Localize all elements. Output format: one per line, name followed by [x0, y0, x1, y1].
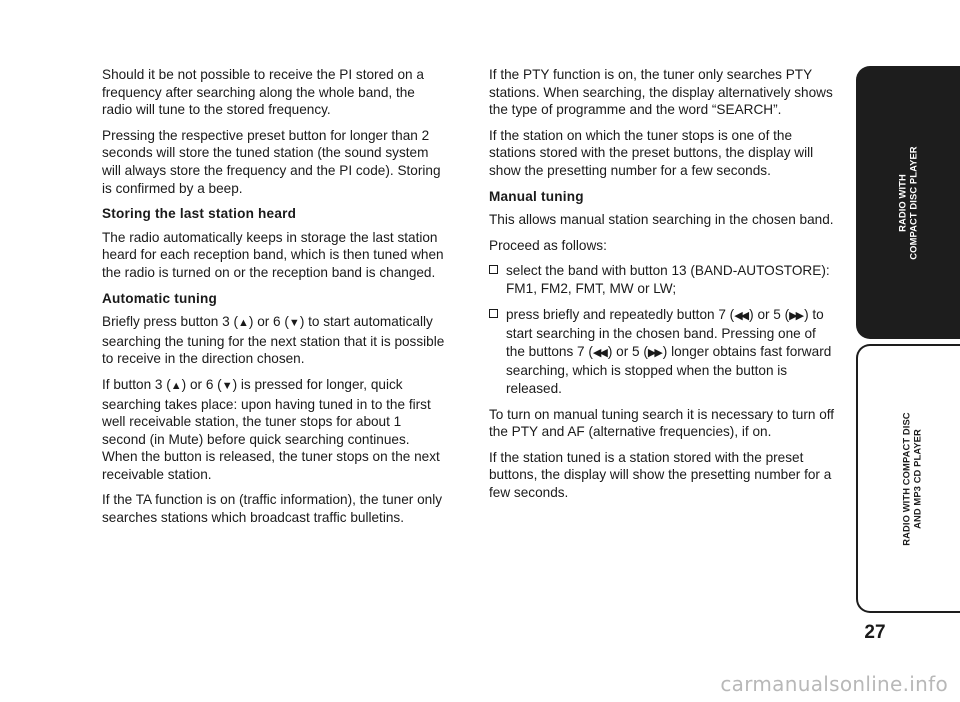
- rewind-icon: ◀◀: [592, 346, 606, 359]
- paragraph: [102, 313, 447, 368]
- watermark: carmanualsonline.info: [720, 672, 948, 696]
- section-heading: Manual tuning: [489, 188, 584, 204]
- text-run: press briefly and repeatedly button 7 (: [506, 306, 735, 322]
- left-column: [102, 66, 447, 535]
- section-heading: Automatic tuning: [102, 290, 217, 306]
- paragraph: [102, 376, 447, 484]
- checkbox-bullet-icon: [489, 265, 498, 274]
- list-item: [489, 262, 837, 297]
- paragraph: If the station tuned is a station stored with the preset buttons, the display will show the presetting number for a few seconds.: [489, 449, 832, 500]
- checkbox-bullet-icon: [489, 309, 498, 318]
- tab-label: [897, 146, 918, 259]
- up-arrow-icon: ▲: [170, 379, 182, 392]
- paragraph: If the TA function is on (traffic information), the tuner only searches stations which broadcast traffic bulletins.: [102, 492, 443, 526]
- section-tab-radio-cd-mp3: [856, 344, 960, 613]
- text-run: ) or 6 (: [248, 314, 289, 330]
- list-item: [489, 306, 837, 398]
- text-run: ) to start automatically searching the tuning for the next station that it is possible to receive in the direction chosen.: [102, 314, 445, 367]
- tab-label-line: RADIO WITH: [896, 173, 908, 232]
- tab-label-line: COMPACT DISC PLAYER: [907, 145, 918, 260]
- tab-label: [901, 412, 922, 545]
- text-run: ) or 5 (: [749, 306, 790, 322]
- paragraph: To turn on manual tuning search it is necessary to turn off the PTY and AF (alternative frequencies), if on.: [489, 406, 835, 440]
- text-run: ) longer obtains fast forward searching, which is stopped when the button is released.: [506, 343, 832, 396]
- section-heading: Storing the last station heard: [102, 206, 297, 222]
- down-arrow-icon: ▼: [288, 317, 300, 330]
- text-run: ) to start searching in the chosen band. Pressing one of the buttons 7 (: [506, 306, 824, 359]
- down-arrow-icon: ▼: [221, 379, 233, 392]
- right-column: [489, 66, 837, 509]
- text-run: ) or 6 (: [181, 376, 222, 392]
- paragraph: Should it be not possible to receive the PI stored on a frequency after searching along the whole band, the radio will tune to the stored frequency.: [102, 67, 424, 118]
- rewind-icon: ◀◀: [734, 309, 748, 322]
- paragraph: The radio automatically keeps in storage the last station heard for each reception band, which is then tuned when the radio is turned on or the reception band is changed.: [102, 229, 444, 280]
- paragraph: This allows manual station searching in the chosen band.: [489, 212, 834, 228]
- fast-forward-icon: ▶▶: [647, 346, 661, 359]
- page-number: 27: [864, 622, 886, 643]
- paragraph: If the station on which the tuner stops is one of the stations stored with the preset buttons, the display will show the presetting number for a few seconds.: [489, 127, 814, 178]
- section-tab-radio-cd: [856, 66, 960, 339]
- list-item-text: select the band with button 13 (BAND-AUTOSTORE): FM1, FM2, FMT, MW or LW;: [506, 263, 830, 296]
- text-run: If button 3 (: [102, 376, 171, 392]
- paragraph: Pressing the respective preset button for longer than 2 seconds will store the tuned station (the sound system will always store the frequency and the PI code). Storing is confirmed by a beep.: [102, 127, 441, 196]
- tab-label-line: RADIO WITH COMPACT DISC: [900, 411, 912, 546]
- text-run: ) or 5 (: [607, 343, 648, 359]
- up-arrow-icon: ▲: [238, 317, 249, 330]
- tab-label-line: AND MP3 CD PLAYER: [911, 428, 922, 529]
- paragraph: If the PTY function is on, the tuner only searches PTY stations. When searching, the display alternatively shows the type of programme and the word “SEARCH”.: [489, 67, 833, 118]
- fast-forward-icon: ▶▶: [789, 309, 803, 322]
- paragraph: Proceed as follows:: [489, 237, 607, 253]
- text-run: ) is pressed for longer, quick searching takes place: upon having tuned in to the first well receivable station, the tuner stops for about 1 second (in Mute) before quick searching continues. When the button is released, the tuner stops on the next receivable station.: [102, 376, 440, 482]
- text-run: Briefly press button 3 (: [102, 314, 238, 330]
